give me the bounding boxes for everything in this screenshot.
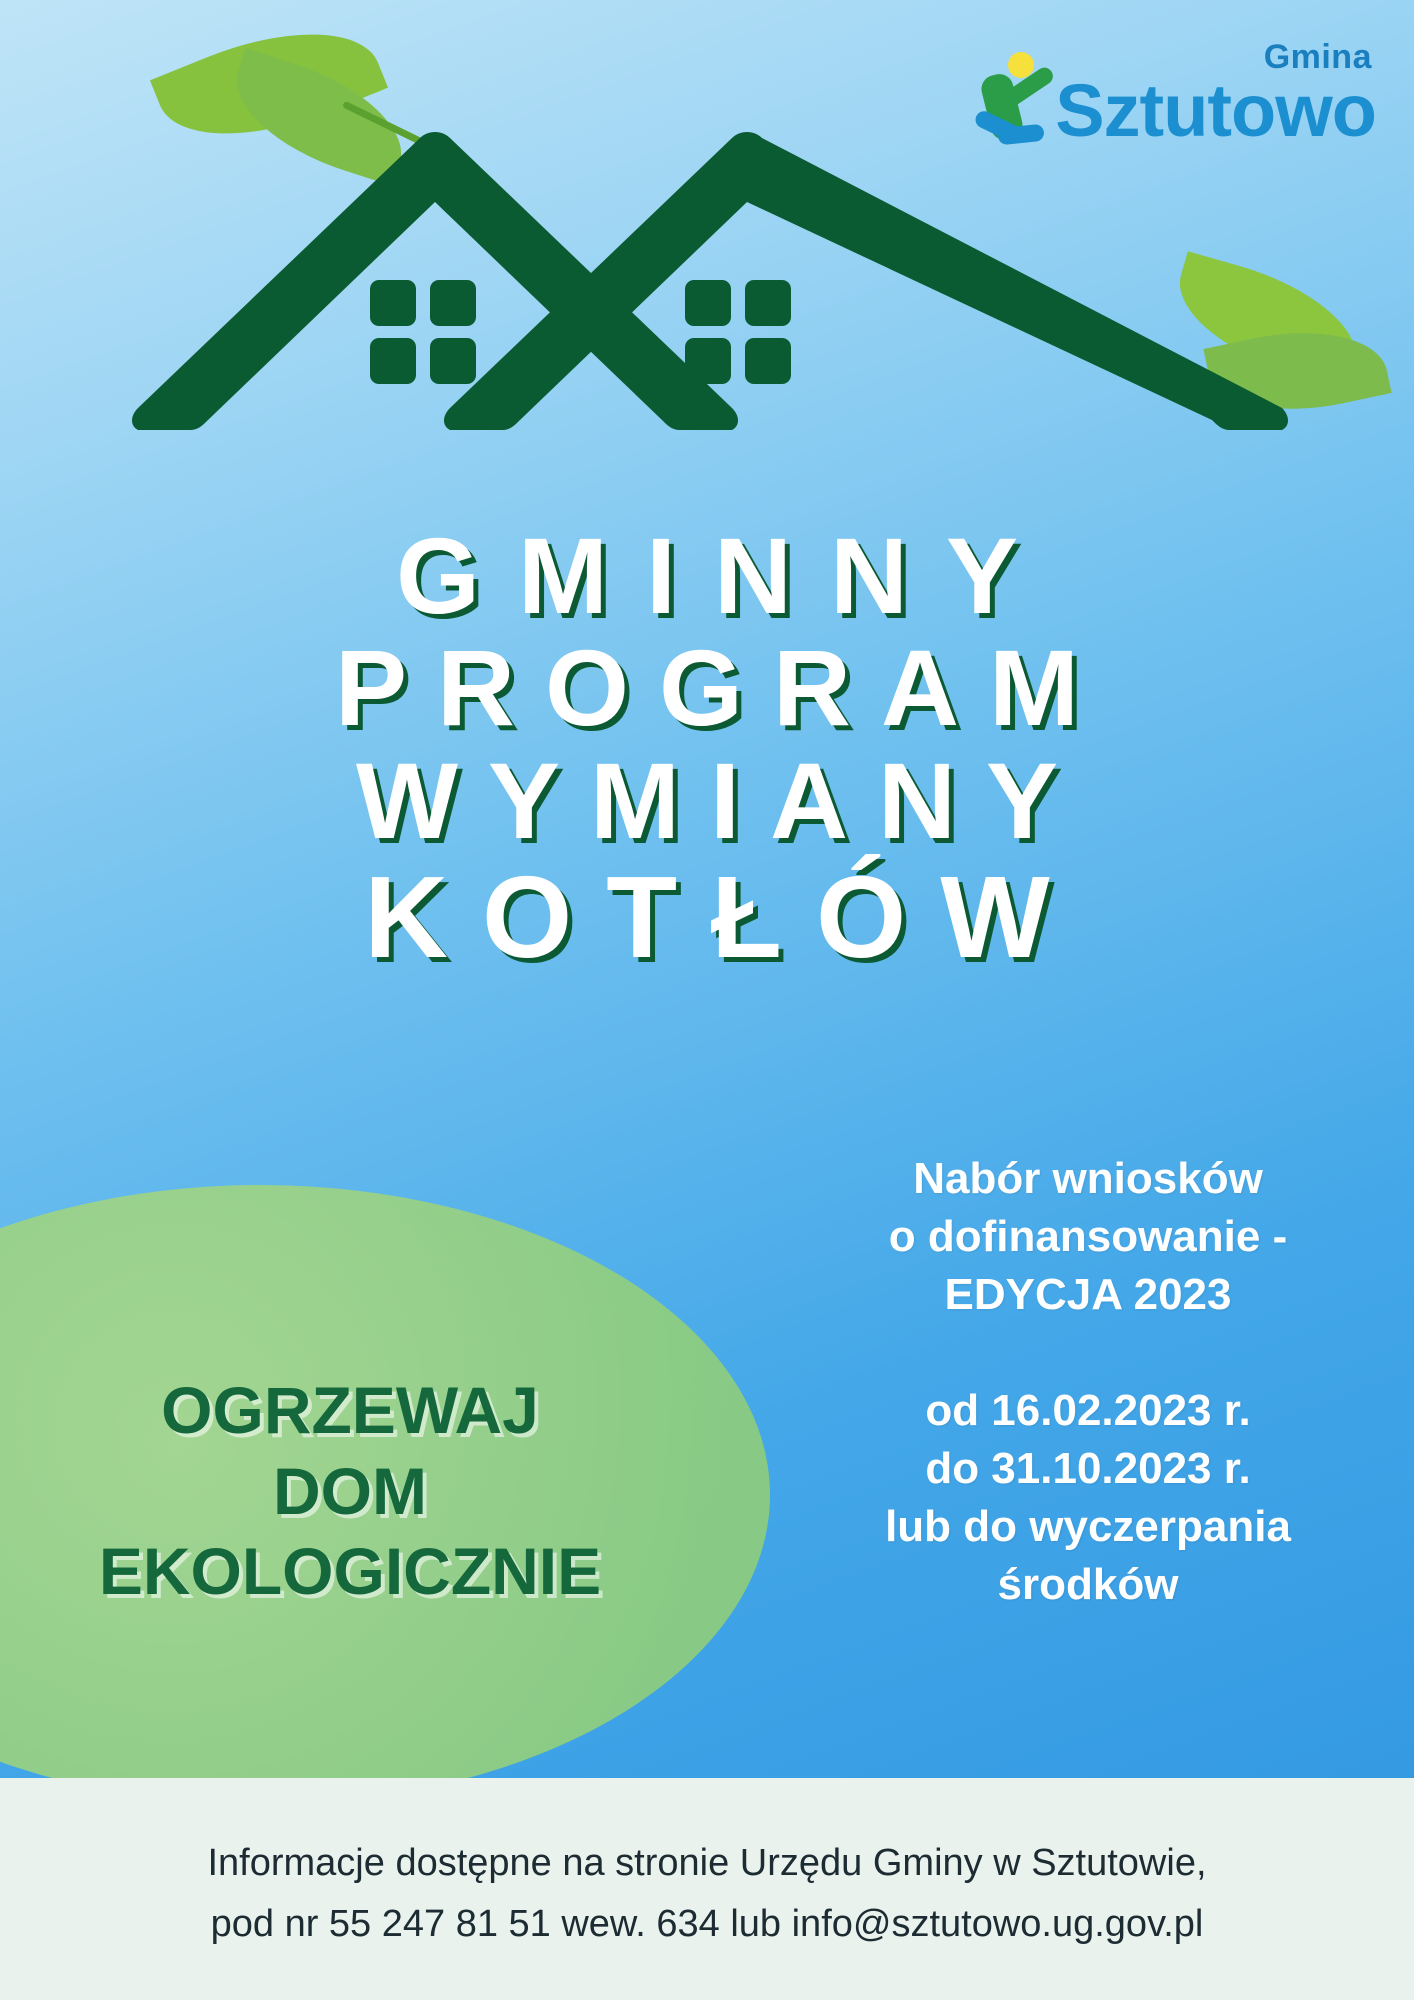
headline-line-2: PROGRAM — [335, 627, 1109, 749]
dates-line-4: środków — [997, 1560, 1179, 1610]
slogan-line-2: DOM — [273, 1453, 427, 1528]
call-line-3: EDYCJA 2023 — [944, 1270, 1232, 1320]
headline-line-4: KOTŁÓW — [364, 851, 1084, 982]
dates-line-2: do 31.10.2023 r. — [925, 1444, 1251, 1494]
poster-headline — [0, 515, 1414, 982]
contact-footer — [0, 1833, 1414, 1956]
headline-line-3: WYMIANY — [356, 739, 1088, 861]
eco-slogan — [0, 1370, 700, 1612]
headline-line-1: GMINNY — [396, 515, 1056, 636]
dates-line-3: lub do wyczerpania — [885, 1502, 1291, 1552]
call-line-1: Nabór wniosków — [913, 1154, 1263, 1203]
footer-line-2: pod nr 55 247 81 51 wew. 634 lub info@sztutowo.ug.gov.pl — [210, 1903, 1204, 1946]
logo-name-label: Sztutowo — [1055, 69, 1376, 152]
call-line-2: o dofinansowanie - — [888, 1212, 1288, 1262]
house-roof-icon — [120, 130, 1300, 435]
dates-line-1: od 16.02.2023 r. — [925, 1386, 1251, 1436]
slogan-line-1: OGRZEWAJ — [161, 1373, 539, 1447]
footer-line-1: Informacje dostępne na stronie Urzędu Gminy w Sztutowie, — [207, 1841, 1207, 1884]
slogan-line-3: EKOLOGICZNIE — [98, 1534, 602, 1609]
application-info-block — [808, 1150, 1368, 1615]
logo-gmina-label: Gmina — [1263, 38, 1372, 76]
